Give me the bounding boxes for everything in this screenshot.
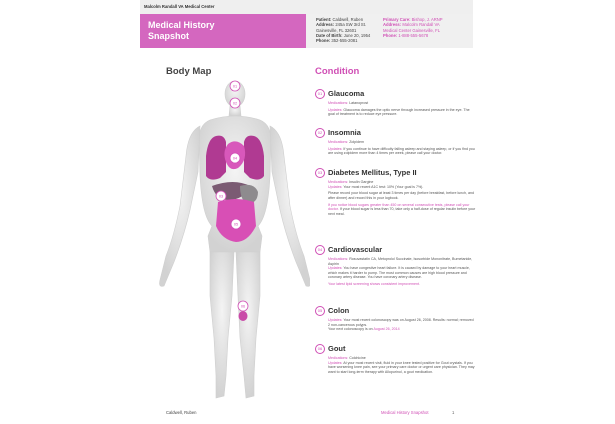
medications: Insulin Gargine — [349, 180, 374, 184]
body-map-marker-02 — [230, 98, 240, 108]
condition-number: 04 — [315, 245, 325, 255]
condition-name: Colon — [328, 306, 350, 315]
updates-label: Updates: — [328, 266, 343, 271]
title-line-2: Snapshot — [148, 30, 190, 41]
next-colonoscopy-date: August 26, 2014 — [373, 327, 400, 332]
marker-02-label: 02 — [232, 101, 238, 106]
med-label: Medications: — [328, 180, 349, 184]
updates-label: Updates: — [328, 107, 343, 112]
primary-care-label: Primary Care: — [383, 17, 411, 22]
condition-name: Diabetes Mellitus, Type II — [328, 168, 417, 177]
condition-details — [328, 257, 476, 289]
medications: Latanoprost — [349, 101, 369, 105]
condition-number: 01 — [315, 89, 325, 99]
updates-label: Updates: — [328, 146, 343, 151]
medications: Colchicine — [349, 356, 366, 360]
patient-address-2: Gainesville, FL 32601 — [316, 27, 357, 33]
updates-text: You have congestive heart failure. It is caused by damage to your heart muscle, which makes it harder to pump. The most common causes are high blood pressure and coronary artery disease. You have coronary artery disease. — [328, 266, 470, 280]
body-map-marker-06 — [238, 301, 248, 311]
body-map-marker-03 — [216, 191, 226, 201]
patient-phone: 352-555-2081 — [331, 38, 358, 44]
condition-number: 03 — [315, 168, 325, 178]
condition-glaucoma — [315, 89, 475, 123]
primary-care-name: Bishop, J. ARNP — [411, 17, 443, 22]
condition-diabetes — [315, 168, 475, 243]
updates-text: Your most recent colonoscopy was on August 26, 2008. Results: normal; removed 2 non-cancerous polyps. — [328, 318, 474, 327]
body-map-marker-01 — [230, 81, 240, 91]
condition-details — [328, 318, 476, 334]
condition-number: 06 — [315, 344, 325, 354]
patient-name: Caldwell, Ruben — [332, 17, 364, 22]
pc-address-1: Malcolm Randall VA — [402, 22, 440, 28]
pc-phone-label: Phone: — [383, 32, 398, 38]
condition-name: Glaucoma — [328, 89, 365, 98]
condition-insomnia — [315, 128, 475, 166]
title-box — [140, 14, 306, 48]
updates-label: Updates: — [328, 360, 343, 365]
marker-01-label: 01 — [232, 84, 238, 89]
condition-details — [328, 180, 476, 219]
marker-05-label: 05 — [233, 222, 239, 227]
med-label: Medications: — [328, 101, 349, 105]
body-map-marker-04 — [230, 153, 240, 163]
patient-address-1: 245a SW 3rd St. — [335, 22, 367, 28]
condition-cardiovascular — [315, 245, 475, 303]
updates-text: Glaucoma damages the optic nerve through increased pressure in the eye. The goal of treatment is to reduce eye pressure. — [328, 107, 470, 117]
medications: Rosuvastatin CA, Metoprolol Succinate, Isosorbide Mononitrate, Bumetanide, Aspirin — [328, 257, 473, 266]
patient-label: Patient: — [316, 17, 332, 22]
updates-text: If you continue to have difficulty falling asleep and staying asleep, or if you find you are using zolpidem more than 4 times per week, please call your doctor. — [328, 146, 475, 156]
condition-name: Insomnia — [328, 128, 361, 137]
condition-details — [328, 140, 476, 158]
condition-gout — [315, 344, 475, 404]
diabetes-note-1: Please record your blood sugar at least 3 times per day (before breakfast, before lunch, and after dinner) and record this in your logbook. — [328, 191, 475, 200]
condition-details — [328, 356, 476, 377]
med-label: Medications: — [328, 140, 349, 144]
diabetes-note-3: If your blood sugar is less than 70, take only a half-dose of regular insulin before your next meal. — [328, 207, 476, 216]
cardio-note: Your latest lipid screening shows consistent improvement. — [328, 282, 420, 287]
title-line-1: Medical History — [148, 20, 215, 30]
patient-info — [316, 17, 370, 43]
condition-heading: Condition — [315, 66, 360, 77]
primary-care-info — [383, 17, 443, 38]
condition-number: 05 — [315, 306, 325, 316]
condition-name: Gout — [328, 344, 346, 353]
footer-patient-name: Caldwell, Ruben — [166, 410, 197, 415]
medical-center-name: Malcolm Randall VA Medical Center — [144, 4, 215, 9]
pc-address-label: Address: — [383, 22, 402, 28]
updates-text: At your most recent visit, fluid in your knee tested positive for Gout crystals. If you have worsening knee pain, see your primary care doctor or urgent care physician. They may want to start long-term therapy with Allopurinol, a gout medication. — [328, 360, 475, 374]
footer-page-number: 1 — [452, 410, 455, 415]
body-map-marker-05 — [231, 219, 241, 229]
footer-document-title: Medical History Snapshot — [381, 410, 429, 415]
med-label: Medications: — [328, 257, 349, 261]
body-map-illustration — [140, 76, 310, 406]
medications: Zolpidem — [349, 140, 364, 144]
document-title — [148, 20, 215, 41]
med-label: Medications: — [328, 356, 349, 360]
condition-number: 02 — [315, 128, 325, 138]
pc-address-2: Medical Center Gainesville, FL — [383, 27, 441, 33]
patient-dob: June 20, 1954 — [343, 32, 371, 38]
diabetes-note-2: If you notice blood sugars greater than 450 on several consecutive tests, please call your doctor. — [328, 202, 470, 212]
knee-marker — [239, 311, 248, 321]
next-colonoscopy-text: Your next colonoscopy is on — [328, 327, 373, 332]
marker-04-label: 04 — [232, 156, 238, 161]
updates-label: Updates: — [328, 318, 343, 322]
condition-colon — [315, 306, 475, 342]
pc-phone: 1-888-555-5678 — [398, 32, 429, 38]
patient-phone-label: Phone: — [316, 38, 331, 44]
dob-label: Date of Birth: — [316, 32, 343, 38]
patient-address-label: Address: — [316, 22, 335, 28]
marker-03-label: 03 — [218, 194, 224, 199]
updates-text: Your most recent A1C test: 10% (Your goal is 7%). — [343, 184, 424, 189]
marker-06-label: 06 — [240, 304, 246, 309]
updates-label: Updates: — [328, 184, 343, 189]
condition-name: Cardiovascular — [328, 245, 383, 254]
condition-details — [328, 101, 476, 119]
body-map-heading: Body Map — [166, 66, 212, 77]
